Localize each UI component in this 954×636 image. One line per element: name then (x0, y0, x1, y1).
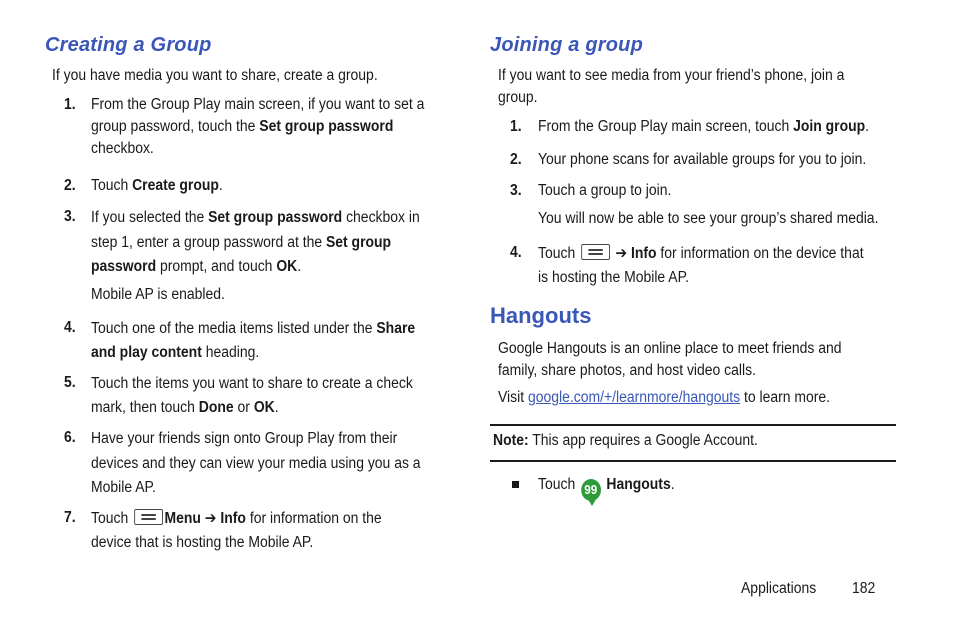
step-text: Touch Menu ➔ Info for information on the device that is hosting the Mobile AP. (91, 510, 382, 551)
menu-icon (134, 509, 163, 525)
step-number: 4. (510, 244, 522, 261)
step-number: 1. (510, 118, 522, 135)
step-result: You will now be able to see your group’s shared media. (538, 210, 879, 227)
step-text: Touch a group to join. (538, 182, 672, 199)
step-number: 7. (64, 509, 76, 526)
step-text: From the Group Play main screen, touch Join group. (538, 118, 870, 135)
hangouts-link[interactable]: google.com/+/learnmore/hangouts (527, 389, 741, 406)
section-heading-hangouts: Hangouts (490, 303, 592, 328)
section-heading-joining-group: Joining a group (490, 34, 643, 56)
hangouts-description: Google Hangouts is an online place to meet friends and family, share photos, and host video calls. (498, 340, 842, 379)
step-number: 2. (510, 151, 522, 168)
section-heading-creating-group: Creating a Group (45, 34, 212, 56)
step-number: 3. (510, 182, 522, 199)
note-text: Note: This app requires a Google Account. (493, 432, 758, 449)
step-number: 5. (64, 374, 76, 391)
hangouts-visit: Visit google.com/+/learnmore/hangouts to learn more. (498, 389, 831, 406)
bullet-marker (512, 481, 519, 488)
hangouts-icon: 99 (581, 479, 601, 501)
joining-intro: If you want to see media from your friend’s phone, join a group. (498, 67, 845, 106)
step-text: Touch the items you want to share to create a check mark, then touch Done or OK. (91, 375, 413, 416)
step-text: Touch Create group. (91, 177, 223, 194)
step-result: Mobile AP is enabled. (91, 286, 225, 303)
step-number: 4. (64, 319, 76, 336)
creating-intro: If you have media you want to share, create a group. (52, 67, 378, 84)
step-text: Your phone scans for available groups for you to join. (538, 151, 867, 168)
menu-icon (581, 244, 610, 260)
step-text: Touch ➔ Info for information on the device that is hosting the Mobile AP. (538, 245, 864, 286)
step-number: 6. (64, 429, 76, 446)
step-number: 2. (64, 177, 76, 194)
hangouts-touch-step: Touch 99 Hangouts. (538, 474, 675, 501)
step-text: Have your friends sign onto Group Play from their devices and they can view your media using you as a Mobile AP. (91, 430, 421, 496)
page-number: 182 (852, 580, 876, 597)
step-number: 3. (64, 208, 76, 225)
step-number: 1. (64, 96, 76, 113)
step-text: Touch one of the media items listed under the Share and play content heading. (91, 320, 416, 361)
step-text: From the Group Play main screen, if you want to set a group password, touch the Set group password checkbox. (91, 96, 425, 157)
step-text: If you selected the Set group password checkbox in step 1, enter a group password at the Set group password prompt, and touch OK. (91, 209, 420, 275)
footer-section: Applications (741, 580, 817, 597)
